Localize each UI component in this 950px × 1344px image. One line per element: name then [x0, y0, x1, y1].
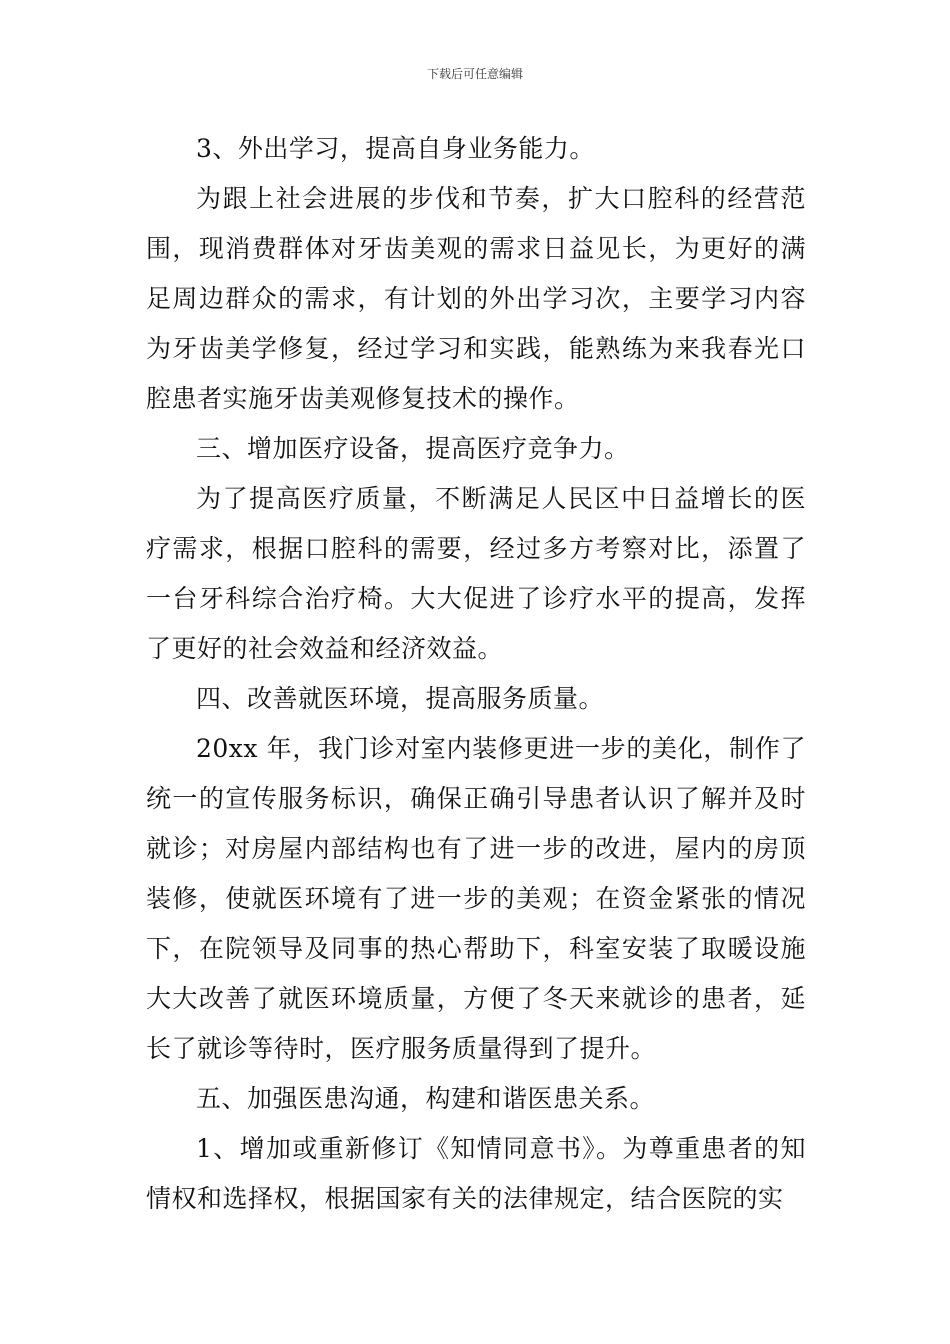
- paragraph-study-detail: 为跟上社会进展的步伐和节奏，扩大口腔科的经营范围，现消费群体对牙齿美观的需求日益见长，为更好的满足周边群众的需求，有计划的外出学习次，主要学习内容为牙齿美学修复，经过学习和实践，能熟练为来我春光口腔患者实施牙齿美观修复技术的操作。: [146, 184, 806, 413]
- paragraph-equipment-detail: 为了提高医疗质量，不断满足人民区中日益增长的医疗需求，根据口腔科的需要，经过多方考察对比，添置了一台牙科综合治疗椅。大大促进了诊疗水平的提高，发挥了更好的社会效益和经济效益。: [146, 484, 806, 663]
- paragraph-section-3-study: 3、外出学习，提高自身业务能力。: [196, 134, 595, 163]
- page-header: 下载后可任意编辑: [426, 67, 523, 81]
- document-body: [146, 124, 806, 1224]
- paragraph-heading-communication: 五、加强医患沟通，构建和谐医患关系。: [196, 1084, 656, 1113]
- paragraph-heading-environment: 四、改善就医环境，提高服务质量。: [196, 684, 605, 713]
- paragraph-consent-form: 1、增加或重新修订《知情同意书》。为尊重患者的知情权和选择权，根据国家有关的法律规定，结合医院的实: [146, 1134, 806, 1213]
- paragraph-heading-equipment: 三、增加医疗设备，提高医疗竞争力。: [196, 434, 630, 463]
- paragraph-environment-detail: 20xx 年，我门诊对室内装修更进一步的美化，制作了统一的宣传服务标识，确保正确引导患者认识了解并及时就诊；对房屋内部结构也有了进一步的改进，屋内的房顶装修，使就医环境有了进一步的美观；在资金紧张的情况下，在院领导及同事的热心帮助下，科室安装了取暖设施大大改善了就医环境质量，方便了冬天来就诊的患者，延长了就诊等待时，医疗服务质量得到了提升。: [146, 734, 806, 1063]
